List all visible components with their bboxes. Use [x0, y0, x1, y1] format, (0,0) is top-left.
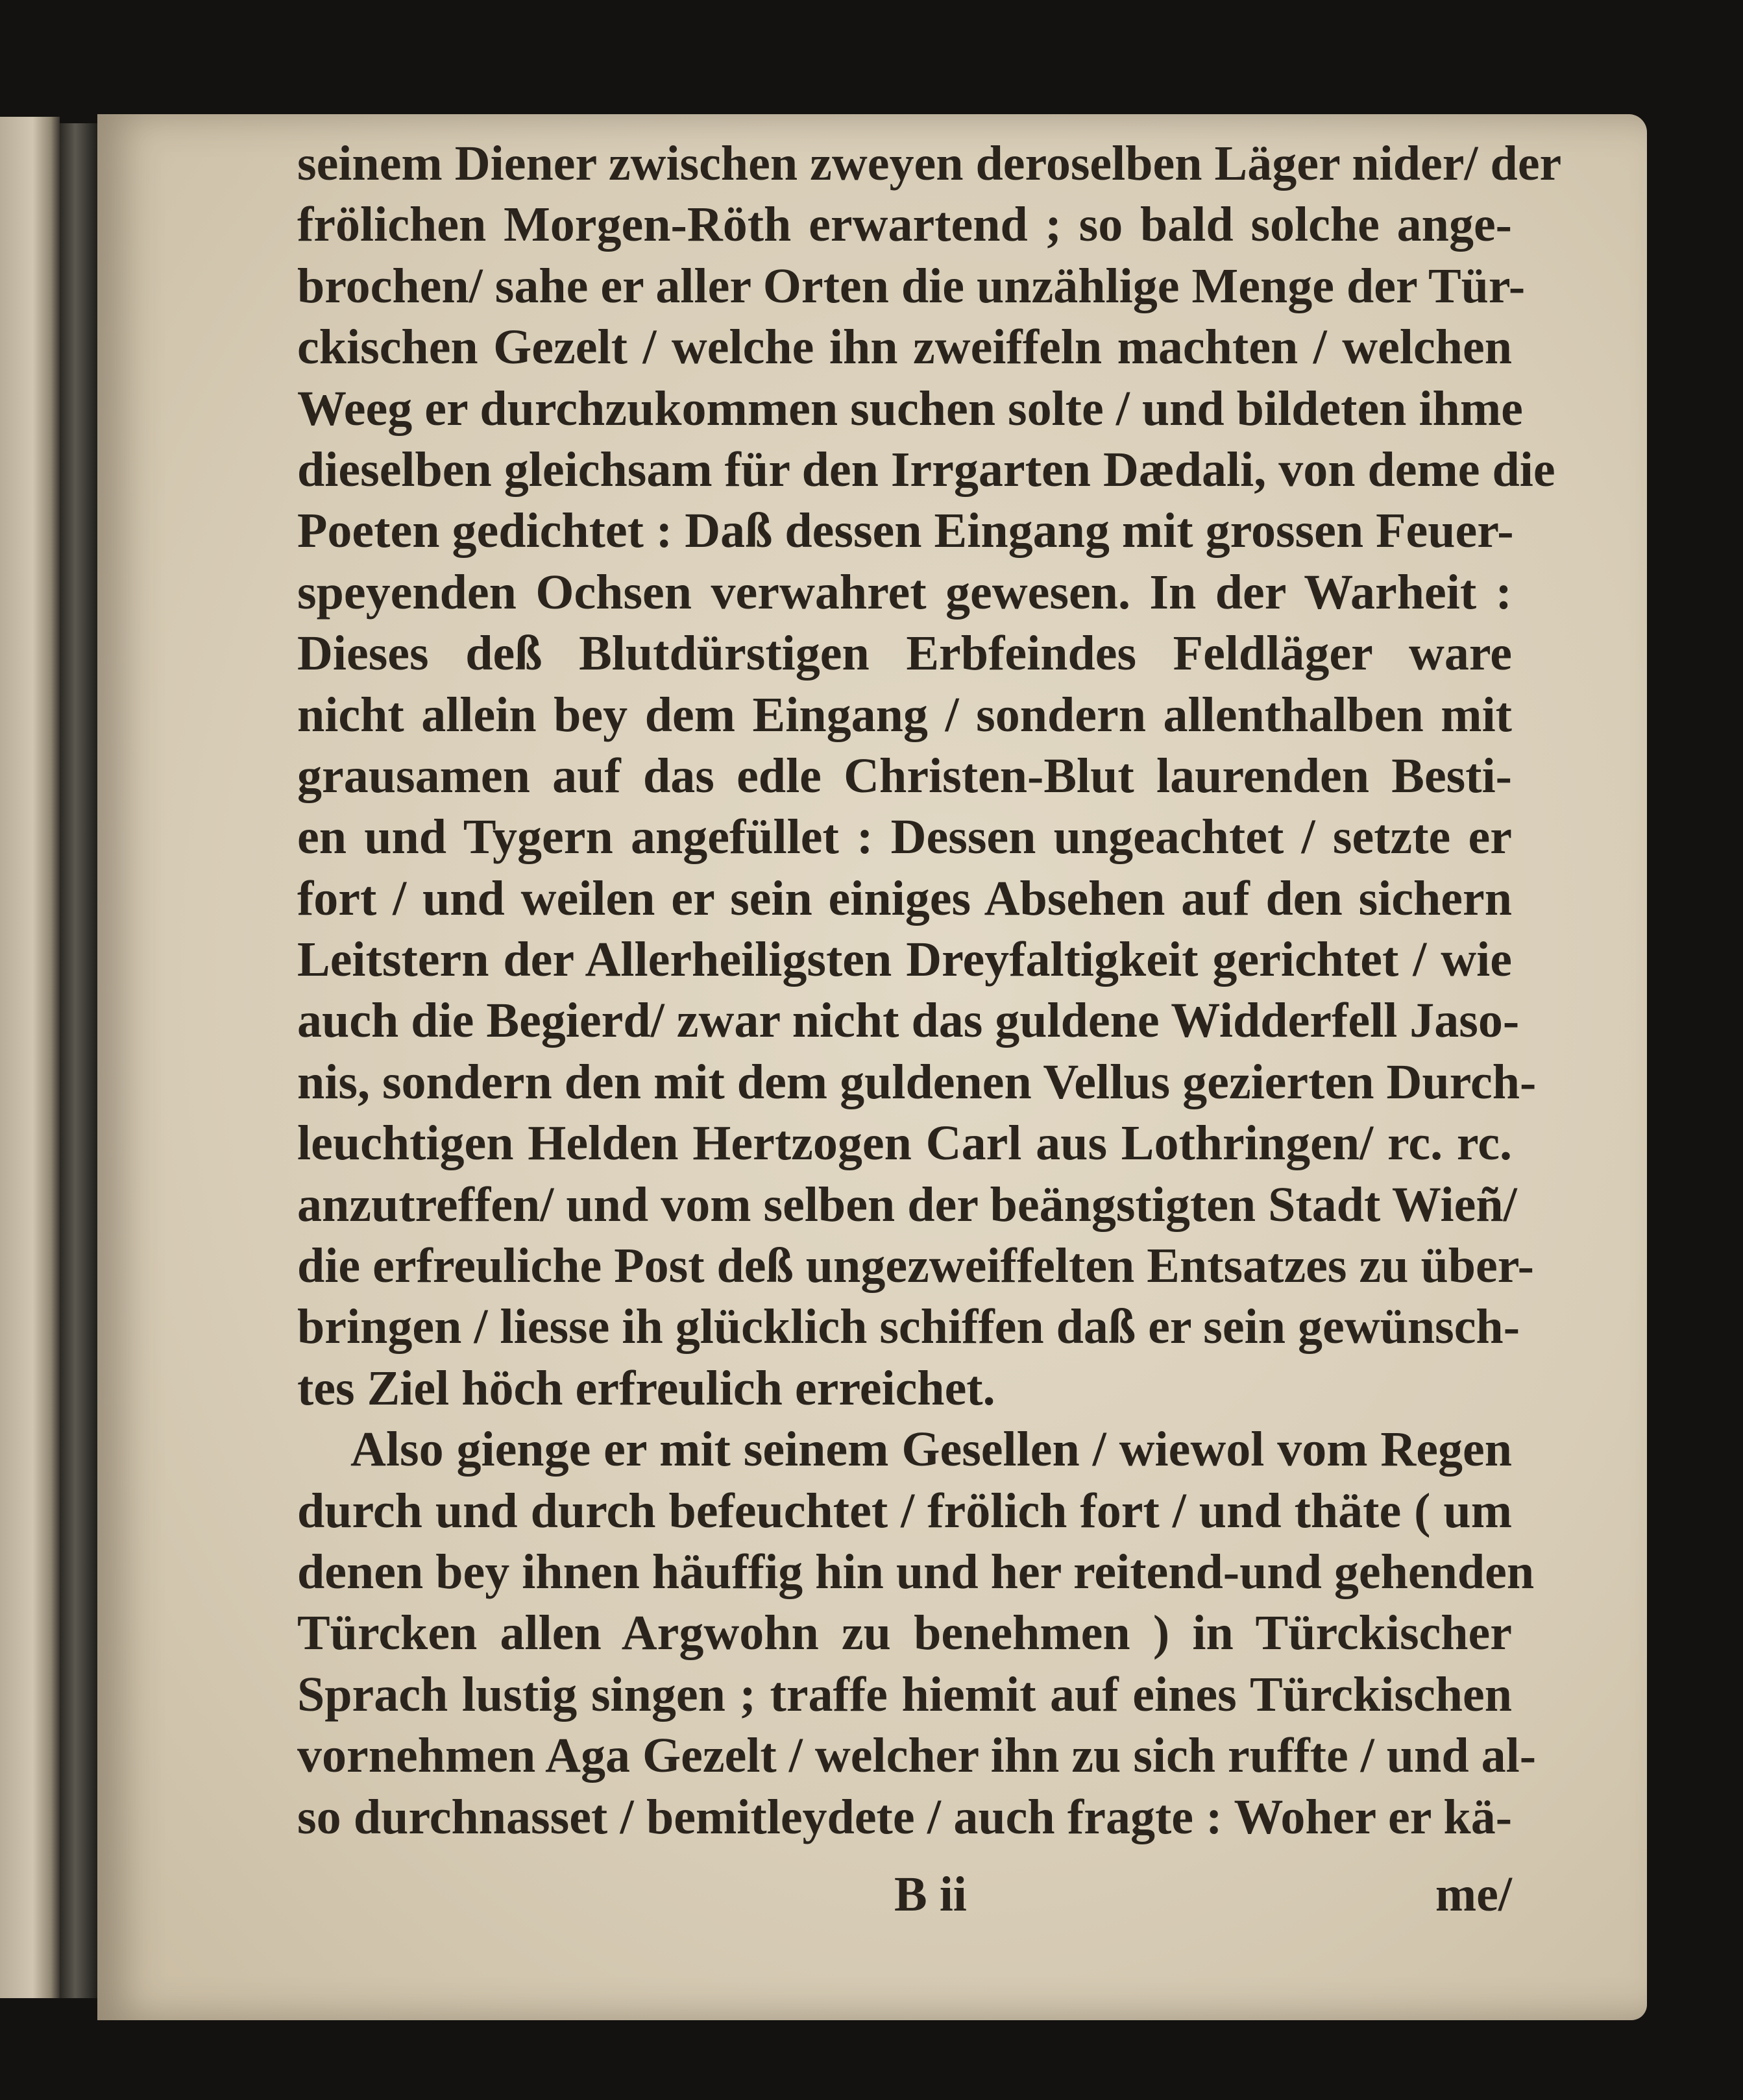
text-line: vornehmen Aga Gezelt / welcher ihn zu sich ruffte / und al- [297, 1728, 1537, 1783]
text-line: bringen / liesse ih glücklich schiffen daß er sein gewünsch- [297, 1299, 1520, 1355]
text-line: fort / und weilen er sein einiges Absehen auf den sichern [297, 871, 1512, 926]
text-line: seinem Diener zwischen zweyen deroselben Läger nider/ der [297, 136, 1562, 191]
text-line: so durchnasset / bemitleydete / auch fragte : Woher er kä- [297, 1789, 1512, 1844]
text-line: frölichen Morgen-Röth erwartend ; so bald solche ange- [297, 197, 1512, 252]
text-line: Weeg er durchzukommen suchen solte / und bildeten ihme [297, 381, 1523, 436]
text-line: auch die Begierd/ zwar nicht das guldene Widderfell Jaso- [297, 993, 1520, 1048]
facing-page-edge [0, 117, 60, 1998]
text-line: denen bey ihnen häuffig hin und her reitend-und gehenden [297, 1544, 1535, 1599]
text-line: nicht allein bey dem Eingang / sondern allenthalben mit [297, 687, 1512, 742]
text-line: Sprach lustig singen ; traffe hiemit auf eines Türckischen [297, 1667, 1512, 1722]
text-line: speyenden Ochsen verwahret gewesen. In der Warheit : [297, 564, 1512, 620]
page-footer [297, 1862, 1512, 1927]
page-text [297, 133, 1562, 1848]
paragraph-end-line: tes Ziel höch erfreulich erreichet. [297, 1360, 995, 1416]
text-line: durch und durch befeuchtet / frölich fort / und thäte ( um [297, 1483, 1512, 1538]
catchword: me/ [1435, 1867, 1512, 1922]
text-line: Poeten gedichtet : Daß dessen Eingang mit grossen Feuer- [297, 503, 1514, 559]
text-line: en und Tygern angefüllet : Dessen ungeachtet / setzte er [297, 810, 1512, 865]
text-line: Dieses deß Blutdürstigen Erbfeindes Feldläger ware [297, 626, 1512, 681]
text-line: leuchtigen Helden Hertzogen Carl aus Lothringen/ rc. rc. [297, 1116, 1512, 1171]
text-line: dieselben gleichsam für den Irrgarten Dædali, von deme die [297, 442, 1555, 497]
text-line: die erfreuliche Post deß ungezweiffelten Entsatzes zu über- [297, 1238, 1534, 1294]
text-line: anzutreffen/ und vom selben der beängstigten Stadt Wieñ/ [297, 1177, 1517, 1232]
book-binding [60, 123, 99, 1998]
paragraph-start-line: Also gienge er mit seinem Gesellen / wiewol vom Regen [350, 1422, 1512, 1477]
text-line: brochen/ sahe er aller Orten die unzählige Menge der Tür- [297, 258, 1526, 313]
signature-mark: B ii [894, 1867, 967, 1922]
text-line: Leitstern der Allerheiligsten Dreyfaltigkeit gerichtet / wie [297, 932, 1512, 987]
text-line: Türcken allen Argwohn zu benehmen ) in Türckischer [297, 1606, 1512, 1661]
text-line: grausamen auf das edle Christen-Blut laurenden Besti- [297, 748, 1512, 803]
text-line: ckischen Gezelt / welche ihn zweiffeln machten / welchen [297, 320, 1512, 375]
text-line: nis, sondern den mit dem guldenen Vellus gezierten Durch- [297, 1054, 1537, 1109]
